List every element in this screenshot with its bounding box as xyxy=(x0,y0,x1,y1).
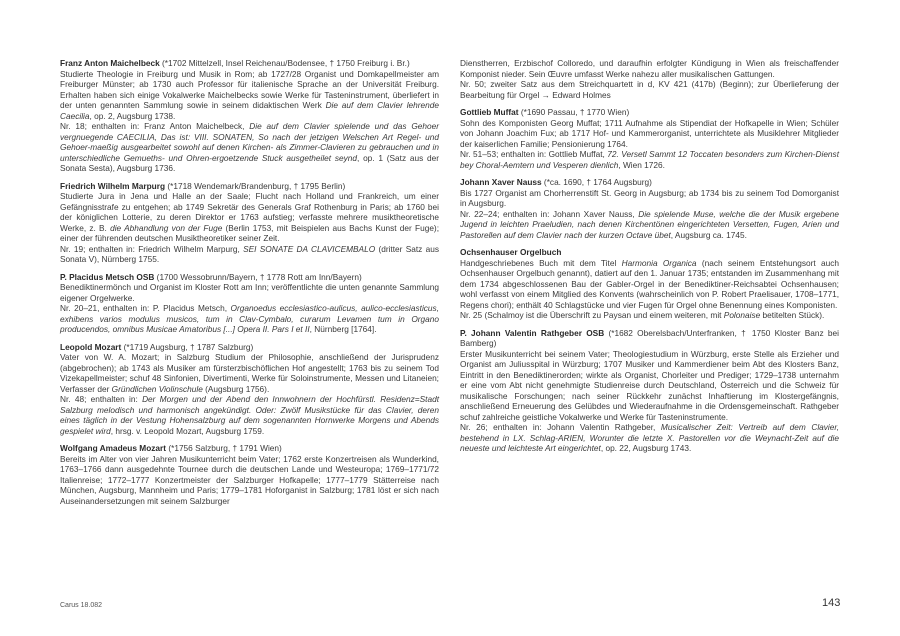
biography-text: Bereits im Alter von vier Jahren Musikunterricht beim Vater; 1762 erste Konzertreisen als Wunderkind, 1763–1766 dann ausgedehnte Tournee durch die deutschen Lande und Westeuropa; 1769–1771/72 Italienreise; 1772–1777 Konzertmeister der Salzburger Hofkapelle; 1777–1779 Stätterreise nach München, Augsburg, Mannheim und Paris; 1779–1781 Hoforganist in Salzburg; 1781 löst er sich nach Auseinandersetzungen mit seinem Salzburger xyxy=(60,453,439,506)
source-reference xyxy=(60,244,439,265)
biography-text: (nach seinem Entstehungsort auch Ochsenhauser Orgelbuch genannt), datiert auf den 1. Januar 1735; entstanden im Zusammenhang mit dem 1734 abgeschlossenen Bau der Gabler-Orgel in der Benediktiner-Reichsabtei Ochsenhausen; wohl verfasst von einem Mitglied des Konvents (wahrscheinlich von P. Robert Praelisauer, 1708–1771, Regens chori); enthält 40 Schlagstücke und vier Fugen für Orgel ohne Benennung eines Komponisten. xyxy=(460,257,839,310)
biography-text: Studierte Jura in Jena und Halle an der Saale; Flucht nach Holland und Frankreich, um einer Gefängnisstrafe zu entgehen; ab 1749 Sekretär des Generals Graf Rothenburg in Paris; ab 1760 bei der königlichen Lotterie, zu deren Direktor er 1763 aufstieg; verfasste mehrere musiktheoretische Werke, z. B. xyxy=(60,191,439,233)
biography-text: Benediktinermönch und Organist im Kloster Rott am Inn; veröffentlichte die unten genannte Sammlung eigener Orgelwerke. xyxy=(60,282,439,303)
source-text: Nr. 48; enthalten in: xyxy=(60,394,138,404)
right-column xyxy=(460,58,839,461)
source-title: Musicalischer Zeit: Vertreib auf dem Clavier, bestehend in LX. Schlag-ARIEN, Worunter die letzte X. Pastorellen vor die Weynacht-Zeit auf die neueste und leichteste Art eingerichtet xyxy=(460,422,839,453)
composer-name: P. Johann Valentin Rathgeber OSB xyxy=(460,327,605,338)
publisher-reference: Carus 18.082 xyxy=(60,602,103,609)
biography-text: Studierte Theologie in Freiburg und Musik in Rom; ab 1727/28 Organist und Domkapellmeister am Freiburger Münster; ab 1730 auch Professor für italienische Sprache an der Universität Freiburg. Erhalten haben sich einige Vokalwerke Maichelbecks sowie Werke für Tasteninstrument, überliefert in der unten genannten Sammlung sowie in seinem didaktischen Werk xyxy=(60,68,439,110)
source-reference xyxy=(460,422,839,454)
composer-name: P. Placidus Metsch OSB xyxy=(60,271,155,282)
source-title: Die auf dem Clavier spielende und das Gehoer vergnuegende CAECILIA, Das ist: VIII. SONATEN, So nach der jetzigen Welschen Art Regel- und Gehoer-maeßig ausgearbeitet sowohl auf denen Kirchen- als Zimmer-Clavieren zu gebrauchen und in unterschiedliche Gemueths- und Ohren-ergoetzende Stuck ausgetheilet seynd xyxy=(60,121,440,163)
biography-text: (Berlin 1753, mit Beispielen aus Bachs Kunst der Fuge); einer der führenden deutschen Musiktheoretiker seiner Zeit. xyxy=(60,222,439,243)
entry-heading-and-bio xyxy=(460,58,839,79)
composer-name: Johann Xaver Nauss xyxy=(460,177,542,187)
source-text: betitelten Stück). xyxy=(760,310,825,320)
entry-heading-and-bio xyxy=(60,58,439,121)
entry-heading-and-bio xyxy=(60,181,439,244)
source-text: , hrsg. v. Leopold Mozart, Augsburg 1759. xyxy=(110,425,265,436)
biography-text: Handgeschriebenes Buch mit dem Titel xyxy=(460,257,617,268)
source-text: Nr. 50; zweiter Satz aus dem Streichquartett in d, KV 421 (417b) (Beginn); zur Überlieferung der Bearbeitung für Orgel → Edward Holmes xyxy=(460,79,839,100)
source-text: Nr. 25 (Schalmoy ist die Überschrift zu Paysan und einem weiteren, mit xyxy=(460,310,722,320)
source-text: , op. 1 (Satz aus der Sonata Sesta), Augsburg 1736. xyxy=(60,152,439,173)
composer-entry xyxy=(460,328,839,454)
composer-name: Friedrich Wilhelm Marpurg xyxy=(60,180,166,191)
page-number: 143 xyxy=(822,597,841,609)
source-title: Organoedus ecclesiastico-aulicus, aulico-ecclesiasticus, exhibens varios modulus musicos, tum in Clav-Cymbalo, curarum Levamen tum in Organo producendos, omnibus Musicae Amatoribus [...] Opera II. Pars I et II xyxy=(60,303,440,334)
composer-entry xyxy=(60,443,439,506)
source-title: SEI SONATE DA CLAVICEMBALO xyxy=(243,243,376,254)
entry-heading-and-bio xyxy=(460,328,839,423)
entry-heading-and-bio xyxy=(60,272,439,304)
source-text: , Wien 1726. xyxy=(618,159,665,170)
source-title: 72. Versetl Sammt 12 Toccaten besonders zum Kirchen-Dienst bey Choral-Aemtern und Vesperen dienlich xyxy=(460,149,840,170)
biography-text: Sohn des Komponisten Georg Muffat; 1711 Aufnahme als Stipendiat der Hofkapelle in Wien; Schüler von Johann Joachim Fux; ab 1717 Hof- und Kammerorganist, unterrichtete als Musiklehrer Mitglieder der kaiserlichen Familie; Pensionierung 1764. xyxy=(460,117,839,149)
life-dates: (*1702 Mittelzell, Insel Reichenau/Bodensee, † 1750 Freiburg i. Br.) xyxy=(159,58,410,68)
source-title: Der Morgen und der Abend den Innwohnern der Hochfürstl. Residenz=Stadt Salzburg melodisch und harmonisch angekündigt. Oder: Zwölf Musikstücke für das Clavier, deren eines täglich in der Vestung Hohensalzburg auf dem sogenannten Hornwerke Morgens und Abends gespielet wird xyxy=(60,394,439,436)
biography-text: Dienstherren, Erzbischof Colloredo, und daraufhin erfolgter Kündigung in Wien als freischaffender Komponist nieder. Sein Œuvre umfasst Werke nahezu aller musikalischen Gattungen. xyxy=(460,58,839,79)
source-reference xyxy=(60,303,439,335)
source-title: Die spielende Muse, welche die der Musik ergebene Jugend in leichten Praeludien, nach denen Kirchentönen eingerichteten Versetten, Fugen, Arien und Pastorellen auf dem Clavier nach der kurzen Octave übet xyxy=(460,208,839,240)
biography-text: , op. 2, Augsburg 1738. xyxy=(89,110,176,121)
entry-heading-and-bio xyxy=(460,177,839,209)
source-text: Nr. 51–53; enthalten in: Gottlieb Muffat, xyxy=(460,149,605,159)
source-reference xyxy=(460,149,839,170)
work-title: Harmonia Organica xyxy=(621,257,697,268)
source-text: Nr. 18; enthalten in: Franz Anton Maichelbeck, xyxy=(60,121,245,131)
entry-heading-and-bio xyxy=(460,107,839,149)
biography-text: Bis 1727 Organist am Chorherrenstift St. Georg in Augsburg; ab 1734 bis zu seinem Tod Domorganist in Augsburg. xyxy=(460,187,839,208)
composer-entry xyxy=(460,247,839,321)
biography-text: (Augsburg 1756). xyxy=(202,383,270,394)
source-reference xyxy=(460,209,839,241)
left-column xyxy=(60,58,439,513)
source-reference xyxy=(60,121,439,174)
source-reference xyxy=(460,79,839,100)
composer-name: Ochsenhauser Orgelbuch xyxy=(460,247,562,257)
composer-entry xyxy=(60,342,439,437)
source-text: Nr. 20–21, enthalten in: P. Placidus Metsch, xyxy=(60,303,227,313)
biography-text: Vater von W. A. Mozart; in Salzburg Studium der Philosophie, anschließend der Jurisprudenz (abgebrochen); ab 1743 als Musiker am fürsterzbischöflichen Hof angestellt; 1763 bis zu seinem Tod Vizekapellmeister; schuf 48 Sinfonien, Divertimenti, Werke für Soloinstrumente, Messen und Litaneien; Verfasser der xyxy=(60,352,439,394)
biography-text: Erster Musikunterricht bei seinem Vater; Theologiestudium in Würzburg, erste Stelle als Erzieher und Organist am Juliusspital in Würzburg; 1707 Musiker und Kammerdiener beim Abt des Klosters Banz, Eintritt in den Benediktinerorden; wirkte als Organist, Chorleiter und Prediger; 1729–1738 unternahm er eine vom Abt nicht genehmigte Studienreise durch Deutschland, Österreich und die Schweiz für musikalische Forschungen; nach seiner Rückkehr zunächst Inhaftierung im Klostergefängnis, anschließend Erneuerung des Gelübdes und Wiederaufnahme in die Ordensgemeinschaft. Rathgeber schuf zahlreiche geistliche Vokalwerke und Werke für Tasteninstrumente. xyxy=(460,348,839,422)
source-title: Polonaise xyxy=(723,310,761,320)
life-dates: (1700 Wessobrunn/Bayern, † 1778 Rott am Inn/Bayern) xyxy=(154,271,362,282)
life-dates: (*1682 Oberelsbach/Unterfranken, † 1750 Kloster Banz bei Bamberg) xyxy=(460,327,839,348)
composer-entry xyxy=(60,58,439,174)
life-dates: (*ca. 1690, † 1764 Augsburg) xyxy=(541,177,652,187)
entry-heading-and-bio xyxy=(60,342,439,395)
source-text: , Augsburg ca. 1745. xyxy=(670,229,747,240)
composer-entry xyxy=(60,181,439,265)
composer-name: Wolfgang Amadeus Mozart xyxy=(60,443,167,453)
entry-heading-and-bio xyxy=(460,247,839,310)
source-text: , Nürnberg [1764]. xyxy=(309,324,377,334)
life-dates: (*1690 Passau, † 1770 Wien) xyxy=(518,107,630,117)
composer-entry xyxy=(60,272,439,335)
life-dates: (*1719 Augsburg, † 1787 Salzburg) xyxy=(121,341,254,352)
entry-heading-and-bio xyxy=(60,443,439,506)
source-text: , op. 22, Augsburg 1743. xyxy=(600,443,692,453)
source-text: Nr. 22–24; enthalten in: Johann Xaver Nauss, xyxy=(460,208,635,219)
work-title: Gründlichen Violinschule xyxy=(111,383,203,394)
source-text: (dritter Satz aus Sonata V), Nürnberg 1755. xyxy=(60,243,439,264)
source-reference xyxy=(460,310,839,321)
work-title: die Abhandlung von der Fuge xyxy=(110,222,223,233)
source-text: Nr. 19; enthalten in: Friedrich Wilhelm Marpurg, xyxy=(60,243,240,254)
composer-name: Leopold Mozart xyxy=(60,341,122,352)
composer-entry xyxy=(460,177,839,240)
work-title: Die auf dem Clavier lehrende Caecilia xyxy=(60,100,439,121)
composer-name: Gottlieb Muffat xyxy=(460,107,519,117)
life-dates: (*1756 Salzburg, † 1791 Wien) xyxy=(166,443,282,453)
composer-name: Franz Anton Maichelbeck xyxy=(60,58,160,68)
source-reference xyxy=(60,394,439,436)
composer-entry xyxy=(460,107,839,170)
composer-entry xyxy=(460,58,839,100)
life-dates: (*1718 Wendemark/Brandenburg, † 1795 Berlin) xyxy=(165,180,346,191)
source-text: Nr. 26; enthalten in: Johann Valentin Rathgeber, xyxy=(460,422,656,432)
